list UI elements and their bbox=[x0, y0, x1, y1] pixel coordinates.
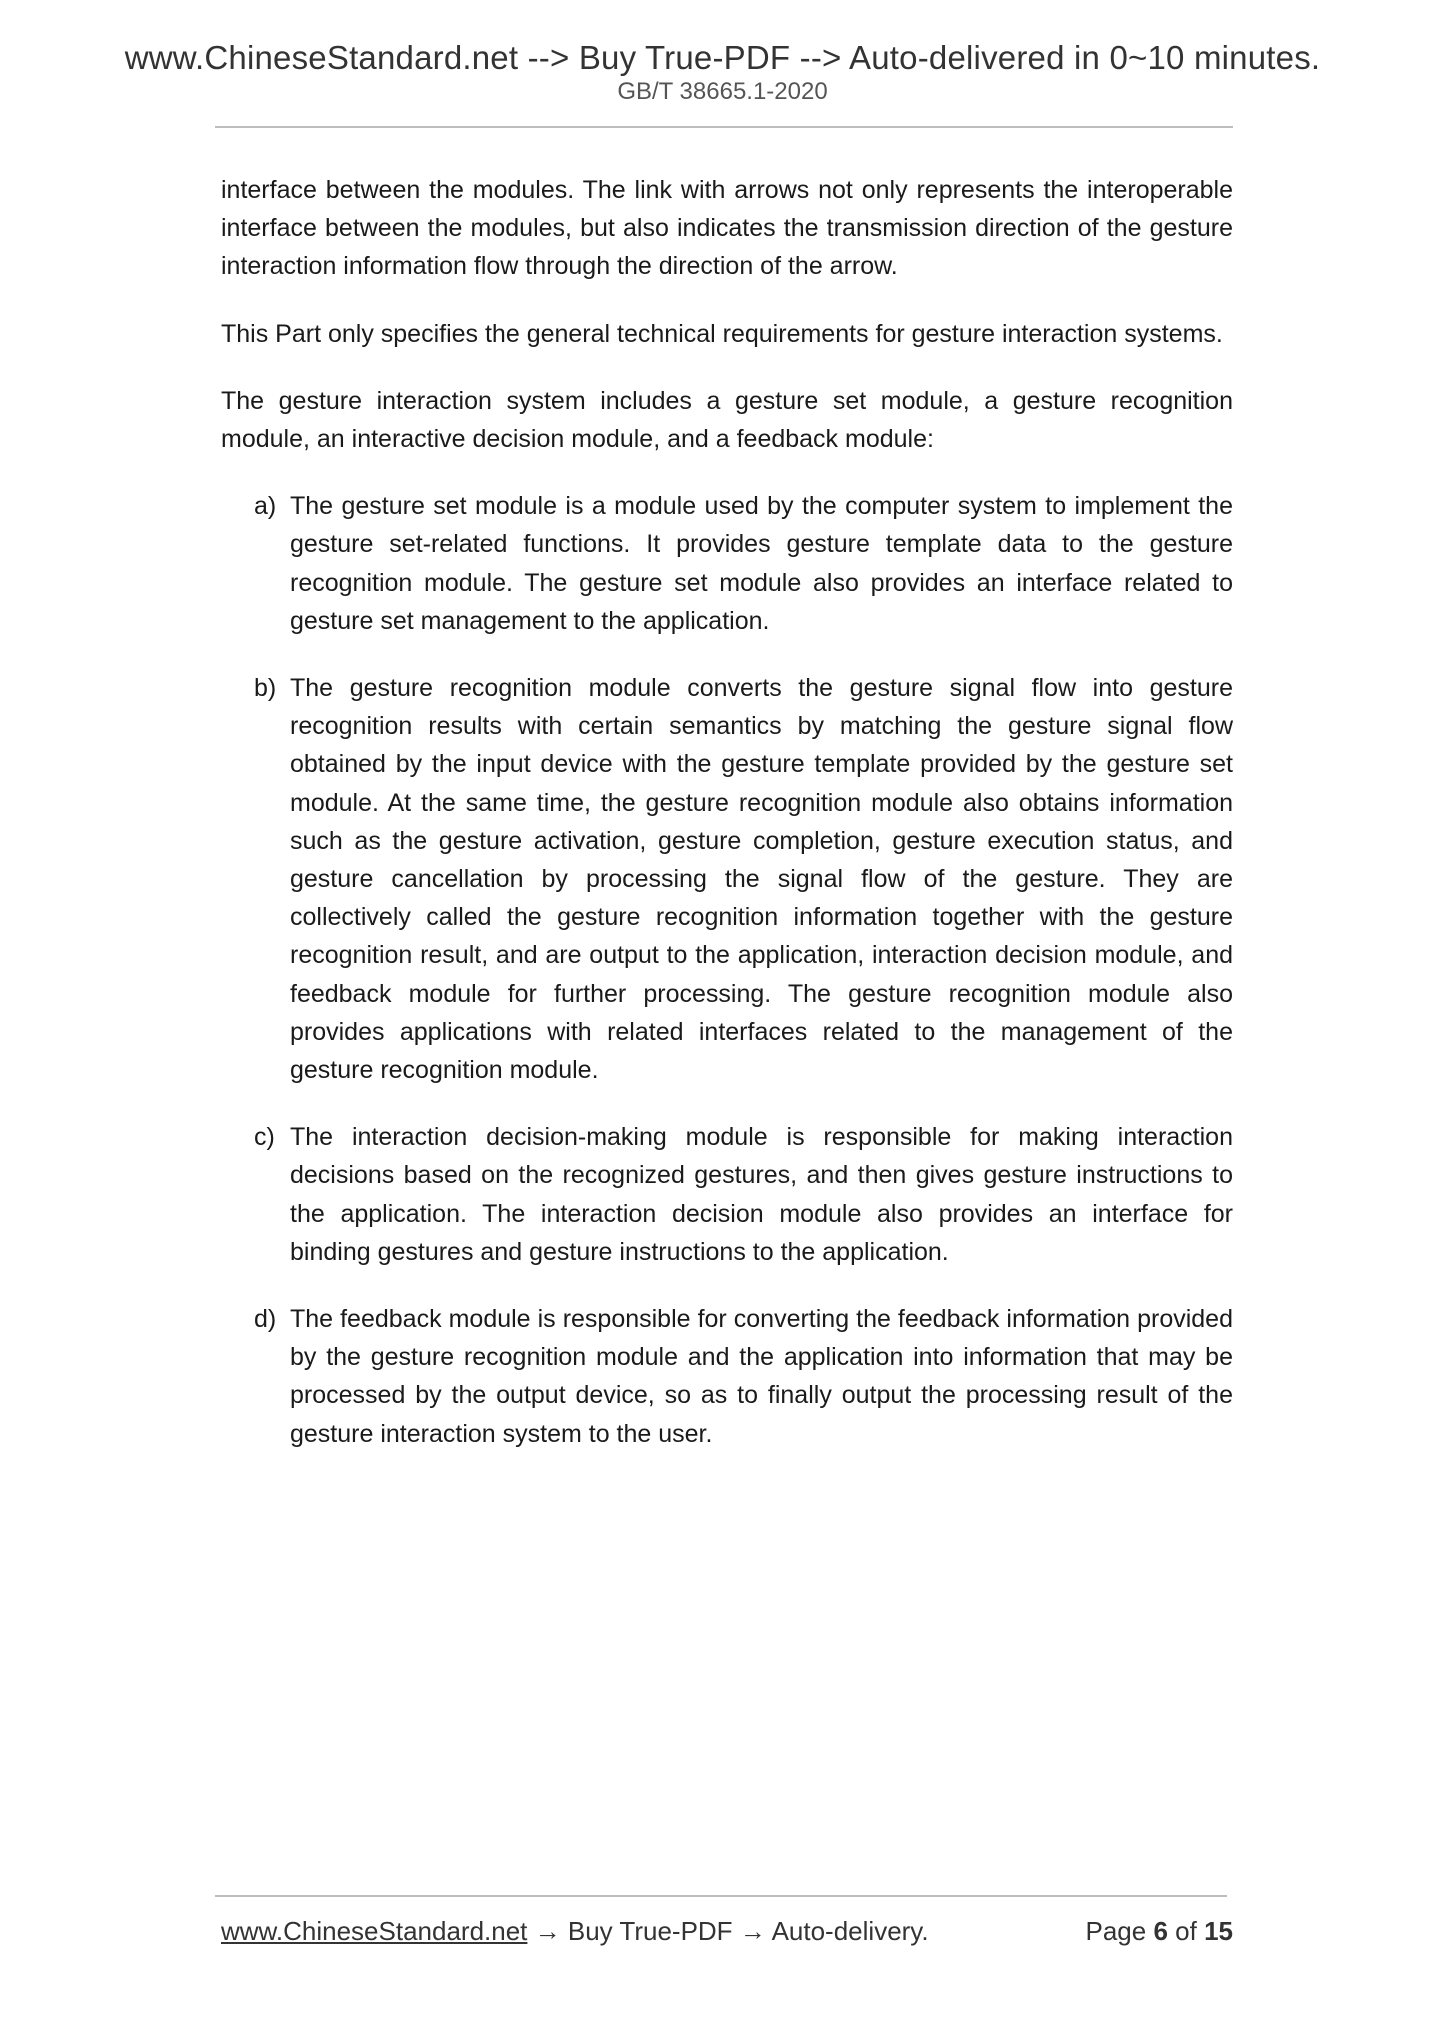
site-banner: www.ChineseStandard.net --> Buy True-PDF --> Auto-delivered in 0~10 minutes. bbox=[124, 39, 1321, 76]
list-marker: a) bbox=[254, 492, 277, 521]
page-label: Page bbox=[1085, 1916, 1147, 1946]
list-item bbox=[221, 1118, 1233, 1271]
header-divider bbox=[215, 126, 1233, 128]
document-code: GB/T 38665.1-2020 bbox=[617, 78, 828, 105]
list-item bbox=[221, 669, 1233, 1089]
list-item-text: The feedback module is responsible for converting the feedback information provided by the gesture recognition module and the application into information that may be processed by the output device, so as to finally output the processing result of the gesture interaction system to the user. bbox=[290, 1305, 1233, 1448]
footer-divider bbox=[215, 1895, 1227, 1897]
list-item-text: The gesture set module is a module used by the computer system to implement the gesture set-related functions. It provides gesture template data to the gesture recognition module. The gesture set module also provides an interface related to gesture set management to the application. bbox=[290, 492, 1233, 635]
page-footer bbox=[221, 1911, 1233, 1951]
footer-tagline: → Buy True-PDF → Auto-delivery. bbox=[527, 1916, 929, 1946]
page-current: 6 bbox=[1153, 1916, 1168, 1946]
page-of: of bbox=[1175, 1916, 1197, 1946]
body-paragraph: This Part only specifies the general technical requirements for gesture interaction systems. bbox=[221, 319, 1223, 348]
page-number bbox=[1085, 1911, 1233, 1951]
footer-promo bbox=[221, 1911, 929, 1951]
body-paragraph: interface between the modules. The link with arrows not only represents the interoperable interface between the modules, but also indicates the transmission direction of the gesture interaction information flow through the direction of the arrow. bbox=[221, 176, 1233, 281]
list-item-text: The interaction decision-making module is responsible for making interaction decisions based on the recognized gestures, and then gives gesture instructions to the application. The interaction decision module also provides an interface for binding gestures and gesture instructions to the application. bbox=[290, 1123, 1233, 1266]
body-paragraph: The gesture interaction system includes a gesture set module, a gesture recognition module, an interactive decision module, and a feedback module: bbox=[221, 386, 1233, 454]
list-item-text: The gesture recognition module converts the gesture signal flow into gesture recognition results with certain semantics by matching the gesture signal flow obtained by the input device with the gesture template provided by the gesture set module. At the same time, the gesture recognition module also obtains information such as the gesture activation, gesture completion, gesture execution status, and gesture cancellation by processing the signal flow of the gesture. They are collectively called the gesture recognition information together with the gesture recognition result, and are output to the application, interaction decision module, and feedback module for further processing. The gesture recognition module also provides applications with related interfaces related to the management of the gesture recognition module. bbox=[290, 674, 1233, 1085]
list-marker: c) bbox=[254, 1123, 275, 1152]
page-total: 15 bbox=[1204, 1916, 1233, 1946]
list-item bbox=[221, 487, 1233, 640]
list-marker: d) bbox=[254, 1305, 277, 1334]
page-body bbox=[221, 171, 1233, 1482]
footer-site-link[interactable]: www.ChineseStandard.net bbox=[221, 1916, 528, 1946]
list-marker: b) bbox=[254, 674, 277, 703]
list-item bbox=[221, 1300, 1233, 1453]
